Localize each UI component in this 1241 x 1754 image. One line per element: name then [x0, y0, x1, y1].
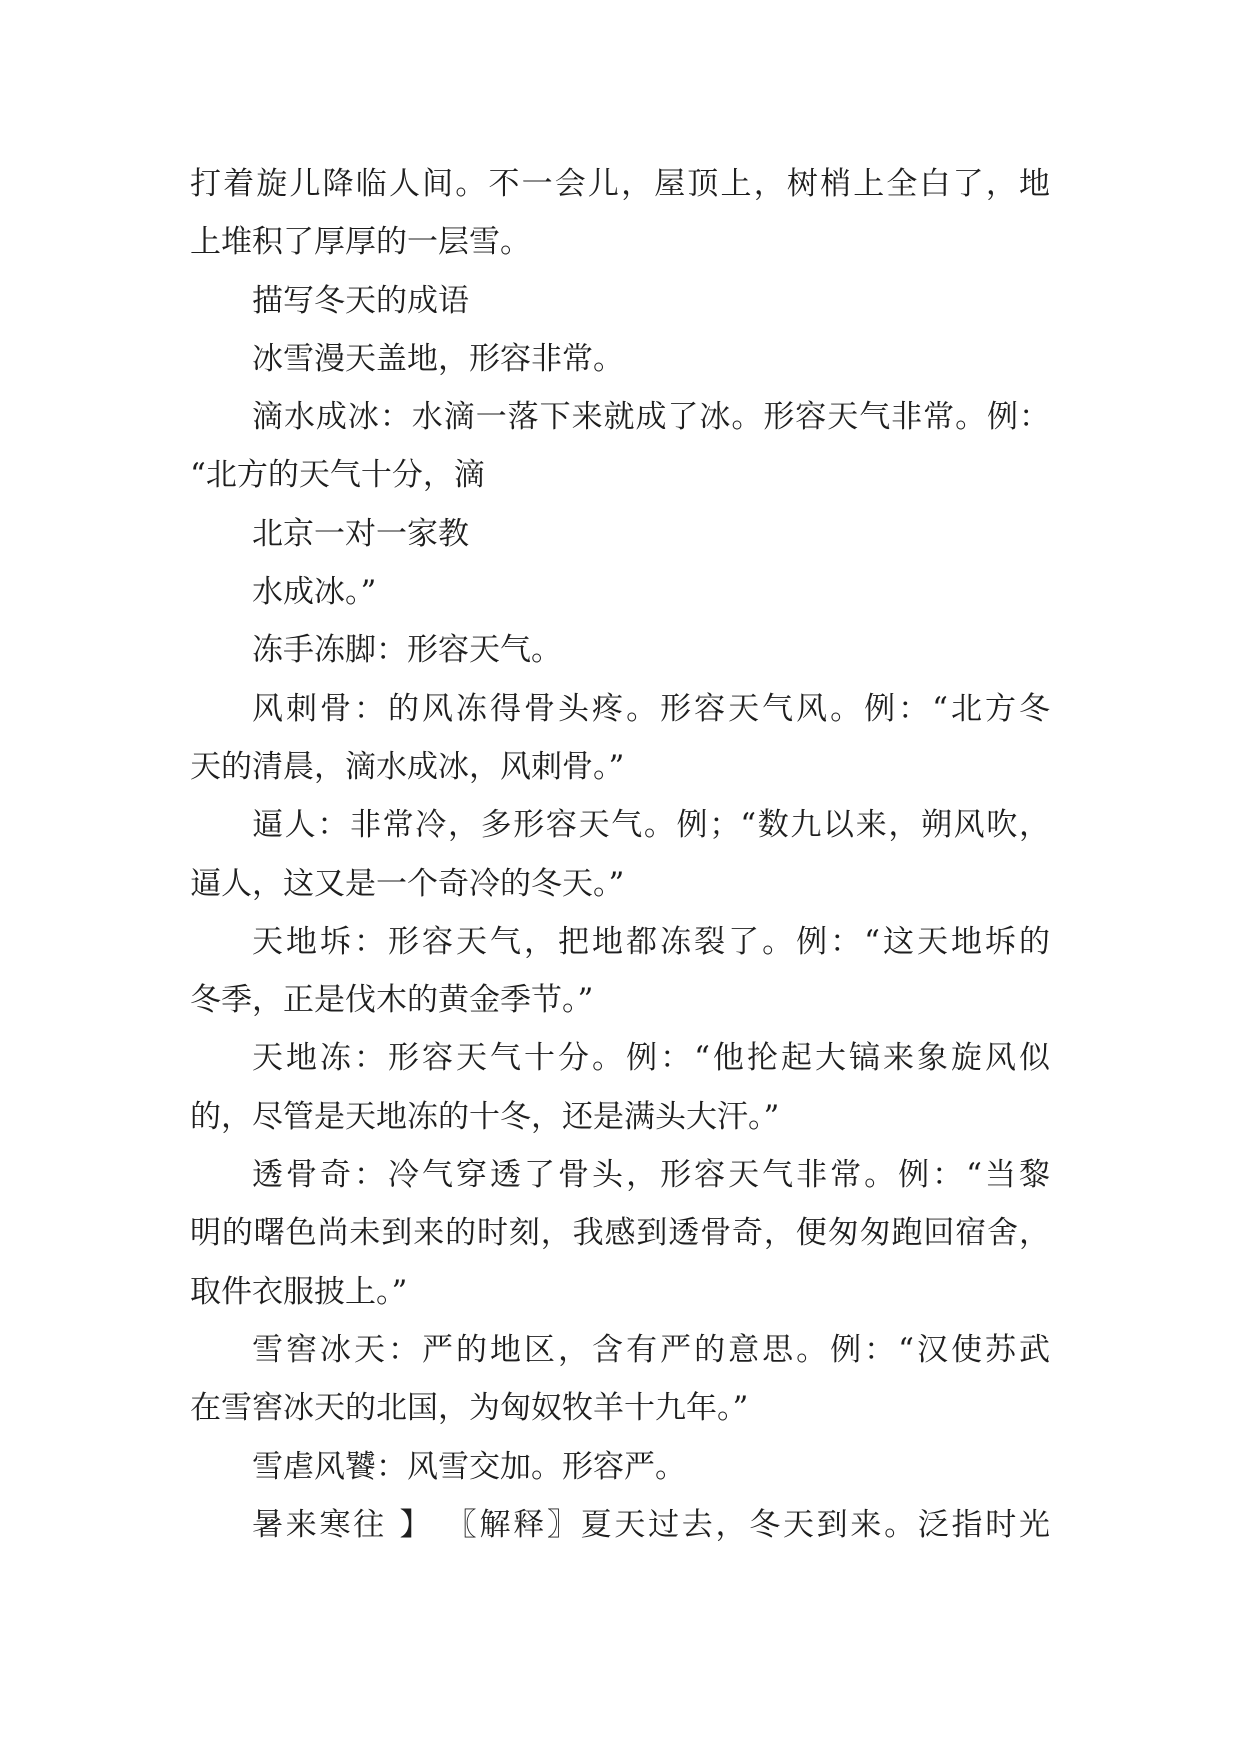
text-line: 天地坼：形容天气，把地都冻裂了。例：“这天地坼的 — [252, 923, 1050, 960]
document-page — [190, 155, 1050, 1554]
text-line: “北方的天气十分，滴 — [190, 457, 485, 494]
paragraph — [190, 621, 1050, 679]
paragraph — [190, 1146, 1050, 1321]
text-line: 明的曙色尚未到来的时刻，我感到透骨奇，便匆匆跑回宿舍， — [190, 1215, 1050, 1252]
text-line: 滴水成冰：水滴一落下来就成了冰。形容天气非常。例： — [252, 399, 1050, 436]
paragraph — [190, 1029, 1050, 1146]
text-line: 水成冰。” — [252, 574, 377, 611]
paragraph — [190, 272, 1050, 330]
paragraph — [190, 505, 1050, 563]
text-line: 逼人，这又是一个奇冷的冬天。” — [190, 865, 625, 902]
text-line: 冻手冻脚：形容天气。 — [252, 632, 562, 669]
paragraph — [190, 388, 1050, 505]
text-line: 北京一对一家教 — [252, 515, 469, 552]
paragraph — [190, 680, 1050, 797]
paragraph — [190, 330, 1050, 388]
text-line: 上堆积了厚厚的一层雪。 — [190, 224, 531, 261]
text-line: 雪虐风饕：风雪交加。形容严。 — [252, 1448, 686, 1485]
paragraph — [190, 1321, 1050, 1438]
text-line: 冰雪漫天盖地，形容非常。 — [252, 340, 624, 377]
text-line: 冬季，正是伐木的黄金季节。” — [190, 982, 594, 1019]
text-line: 天地冻：形容天气十分。例：“他抡起大镐来象旋风似 — [252, 1040, 1050, 1077]
paragraph — [190, 563, 1050, 621]
paragraph — [190, 913, 1050, 1030]
paragraph — [190, 1438, 1050, 1496]
text-line: 风刺骨：的风冻得骨头疼。形容天气风。例：“北方冬 — [252, 690, 1050, 727]
paragraph — [190, 155, 1050, 272]
text-line: 取件衣服披上。” — [190, 1273, 408, 1310]
text-line: 暑来寒往 】 〖解释〗夏天过去，冬天到来。泛指时光 — [252, 1506, 1050, 1543]
text-line: 的，尽管是天地冻的十冬，还是满头大汗。” — [190, 1098, 780, 1135]
text-line: 打着旋儿降临人间。不一会儿，屋顶上，树梢上全白了，地 — [190, 166, 1050, 202]
text-line: 在雪窖冰天的北国，为匈奴牧羊十九年。” — [190, 1390, 749, 1427]
paragraph — [190, 796, 1050, 913]
text-line: 描写冬天的成语 — [252, 282, 469, 319]
text-line: 天的清晨，滴水成冰，风刺骨。” — [190, 748, 625, 785]
text-line: 透骨奇：冷气穿透了骨头，形容天气非常。例：“当黎 — [252, 1157, 1050, 1194]
text-line: 雪窖冰天：严的地区，含有严的意思。例：“汉使苏武 — [252, 1331, 1050, 1368]
text-line: 逼人：非常冷，多形容天气。例；“数九以来，朔风吹， — [252, 807, 1050, 844]
paragraph — [190, 1496, 1050, 1554]
